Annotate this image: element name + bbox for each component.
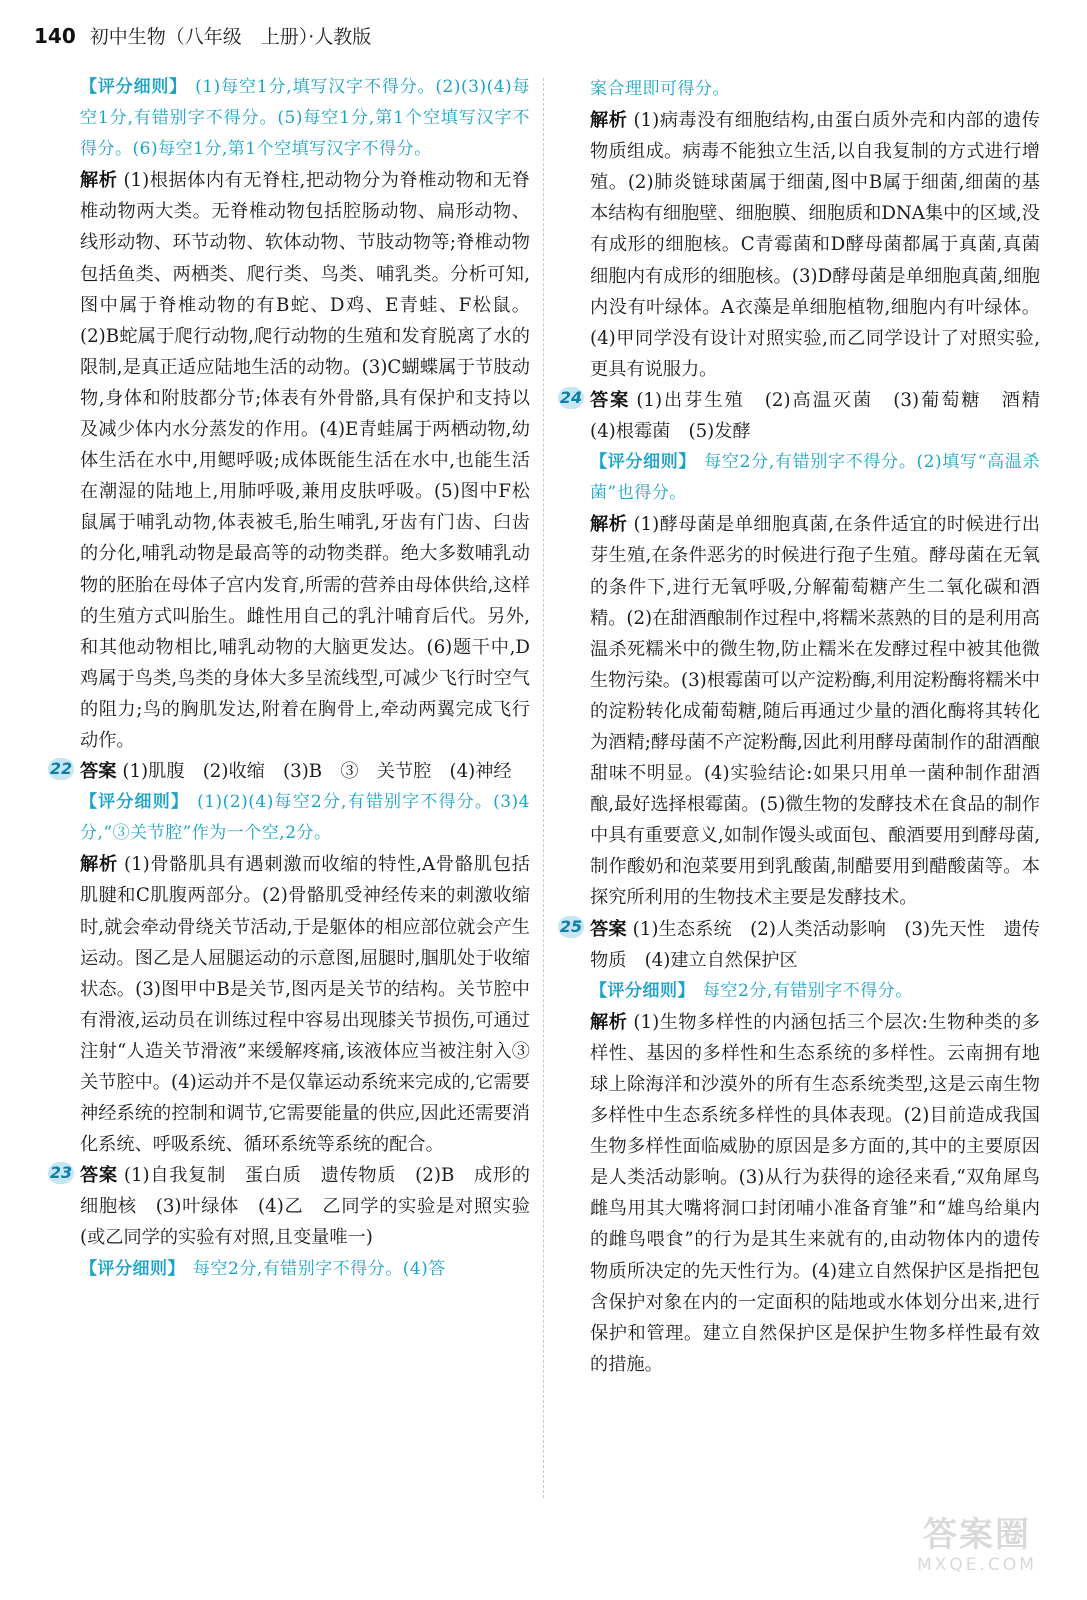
q21-rubric — [80, 72, 530, 165]
q21-analysis — [80, 165, 530, 756]
right-column — [559, 74, 1059, 1380]
analysis-label: 解析 — [590, 110, 628, 132]
page-header — [34, 22, 371, 62]
q22-analysis-text: (1)骨骼肌具有遇刺激而收缩的特性,A骨骼肌包括肌腱和C肌腹两部分。(2)骨骼肌受神经传来的刺激收缩时,就会牵动骨绕关节活动,于是躯体的相应部位就会产生运动。图乙是人屈腿运动的示意图,屈腿时,腘肌处于收缩状态。(3)图甲中B是关节,图丙是关节的结构。关节腔中有滑液,运动员在训练过程中容易出现膝关节损伤,可通过注射“人造关节滑液”来缓解疼痛,该液体应当被注射入③关节腔中。(4)运动并不是仅靠运动系统来完成的,它需要神经系统的控制和调节,它需要能量的供应,因此还需要消化系统、呼吸系统、循环系统等系统的配合。 — [80, 854, 530, 1156]
rubric-label: 【评分细则】 — [590, 452, 697, 473]
q23-rubric-text: 每空2分,有错别字不得分。(4)答 — [193, 1258, 446, 1279]
q24-number-badge: 24 — [559, 387, 583, 407]
q21-analysis-text: (1)根据体内有无脊柱,把动物分为脊椎动物和无脊椎动物两大类。无脊椎动物包括腔肠动物、扁形动物、线形动物、环节动物、软体动物、节肢动物等;脊椎动物包括鱼类、两栖类、爬行类、鸟类、哺乳类。分析可知,图中属于脊椎动物的有B蛇、D鸡、E青蛙、F松鼠。(2)B蛇属于爬行动物,爬行动物的生殖和发育脱离了水的限制,是真正适应陆地生活的动物。(3)C蝴蝶属于节肢动物,身体和附肢都分节;体表有外骨骼,具有保护和支持以及减少体内水分蒸发的作用。(4)E青蛙属于两栖动物,幼体生活在水中,用鳃呼吸;成体既能生活在水中,也能生活在潮湿的陆地上,用肺呼吸,兼用皮肤呼吸。(5)图中F松鼠属于哺乳动物,体表被毛,胎生哺乳,牙齿有门齿、臼齿的分化,哺乳动物是最高等的动物类群。绝大多数哺乳动物的胚胎在母体子宫内发育,所需的营养由母体供给,这样的生殖方式叫胎生。雌性用自己的乳汁哺育后代。另外,和其他动物相比,哺乳动物的大脑更发达。(6)题干中,D鸡属于鸟类,鸟类的身体大多呈流线型,可减少飞行时空气的阻力;鸟的胸肌发达,附着在胸骨上,牵动两翼完成飞行动作。 — [80, 170, 530, 751]
book-title: 初中生物（八年级 上册）·人教版 — [89, 26, 372, 48]
q23-analysis-text: (1)病毒没有细胞结构,由蛋白质外壳和内部的遗传物质组成。病毒不能独立生活,以自我复制的方式进行增殖。(2)肺炎链球菌属于细菌,图中B属于细菌,细菌的基本结构有细胞壁、细胞膜、细胞质和DNA集中的区域,没有成形的细胞核。C青霉菌和D酵母菌都属于真菌,真菌细胞内有成形的细胞核。(3)D酵母菌是单细胞真菌,细胞内没有叶绿体。A衣藻是单细胞植物,细胞内有叶绿体。(4)甲同学没有设计对照实验,而乙同学设计了对照实验,更具有说服力。 — [590, 110, 1040, 380]
left-column — [49, 72, 531, 1285]
analysis-label: 解析 — [80, 854, 118, 876]
q23-number-badge: 23 — [49, 1163, 73, 1183]
q23-answer — [49, 1160, 530, 1253]
q23-rubric — [80, 1254, 530, 1285]
q25-rubric-text: 每空2分,有错别字不得分。 — [703, 980, 913, 1001]
answer-label: 答案 — [590, 918, 627, 940]
site-watermark — [897, 1516, 1057, 1582]
q23-answer-text: (1)自我复制 蛋白质 遗传物质 (2)B 成形的细胞核 (3)叶绿体 (4)乙 乙同学的实验是对照实验(或乙同学的实验有对照,且变量唯一) — [80, 1165, 530, 1249]
q24-analysis — [590, 509, 1040, 913]
q23-rubric-continued: 案合理即可得分。 — [590, 79, 730, 99]
column-divider — [543, 78, 544, 1498]
answer-label: 答案 — [590, 389, 631, 411]
answer-label: 答案 — [80, 1165, 118, 1187]
q25-answer-text: (1)生态系统 (2)人类活动影响 (3)先天性 遗传物质 (4)建立自然保护区 — [590, 918, 1040, 971]
q25-analysis — [590, 1007, 1040, 1380]
q24-rubric — [590, 447, 1040, 509]
q22-answer — [49, 756, 530, 787]
q25-rubric — [590, 976, 1040, 1007]
rubric-label: 【评分细则】 — [590, 980, 695, 1001]
q21-rubric-text: (1)每空1分,填写汉字不得分。(2)(3)(4)每空1分,有错别字不得分。(5)每空1分,第1个空填写汉字不得分。(6)每空1分,第1个空填写汉字不得分。 — [80, 77, 531, 160]
q24-answer-text: (1)出芽生殖 (2)高温灭菌 (3)葡萄糖 酒精 (4)根霉菌 (5)发酵 — [590, 389, 1059, 443]
analysis-label: 解析 — [590, 1011, 628, 1033]
watermark-domain: MXQE.COM — [917, 1555, 1037, 1575]
q22-answer-text: (1)肌腹 (2)收缩 (3)B ③ 关节腔 (4)神经 — [122, 761, 512, 783]
rubric-label: 【评分细则】 — [80, 77, 188, 97]
q25-analysis-text: (1)生物多样性的内涵包括三个层次:生物种类的多样性、基因的多样性和生态系统的多样性。云南拥有地球上除海洋和沙漠外的所有生态系统类型,这是云南生物多样性中生态系统多样性的具体表现。(2)目前造成我国生物多样性面临威胁的原因是多方面的,其中的主要原因是人类活动影响。(3)从行为获得的途径来看,“双角犀鸟雌鸟用其大嘴将洞口封闭哺小准备育雏”和“雄鸟给巢内的雌鸟喂食”的行为是其生来就有的,由动物体内的遗传物质所决定的先天性行为。(4)建立自然保护区是指把包含保护对象在内的一定面积的陆地或水体划分出来,进行保护和管理。建立自然保护区是保护生物多样性最有效的措施。 — [590, 1011, 1040, 1375]
q24-analysis-text: (1)酵母菌是单细胞真菌,在条件适宜的时候进行出芽生殖,在条件恶劣的时候进行孢子生殖。酵母菌在无氧的条件下,进行无氧呼吸,分解葡萄糖产生二氧化碳和酒精。(2)在甜酒酿制作过程中,将糯米蒸熟的目的是利用高温杀死糯米中的微生物,防止糯米在发酵过程中被其他微生物污染。(3)根霉菌可以产淀粉酶,利用淀粉酶将糯米中的淀粉转化成葡萄糖,随后再通过少量的酒化酶将其转化为酒精;酵母菌不产淀粉酶,因此利用酵母菌制作的甜酒酿甜味不明显。(4)实验结论:如果只用单一菌种制作甜酒酿,最好选择根霉菌。(5)微生物的发酵技术在食品的制作中具有重要意义,如制作馒头或面包、酿酒要用到酵母菌,制作酸奶和泡菜要用到乳酸菌,制醋要用到醋酸菌等。本探究所利用的生物技术主要是发酵技术。 — [590, 514, 1040, 909]
q22-rubric-text: (1)(2)(4)每空2分,有错别字不得分。(3)4分,“③关节腔”作为一个空,2分。 — [80, 792, 530, 844]
q22-rubric — [80, 787, 530, 849]
q24-answer — [559, 385, 1059, 447]
q24-rubric-text: 每空2分,有错别字不得分。(2)填写“高温杀菌”也得分。 — [590, 452, 1040, 504]
watermark-logo-text: 答案圈 — [923, 1515, 1031, 1555]
rubric-label: 【评分细则】 — [80, 1258, 185, 1279]
answer-label: 答案 — [80, 761, 117, 783]
rubric-label: 【评分细则】 — [80, 792, 190, 813]
q25-number-badge: 25 — [559, 916, 583, 936]
q22-number-badge: 22 — [49, 759, 73, 779]
analysis-label: 解析 — [80, 170, 118, 192]
analysis-label: 解析 — [590, 514, 628, 536]
page-number: 140 — [34, 24, 76, 48]
q22-analysis — [80, 849, 530, 1160]
q25-answer — [559, 914, 1040, 976]
q23-analysis — [590, 105, 1040, 385]
